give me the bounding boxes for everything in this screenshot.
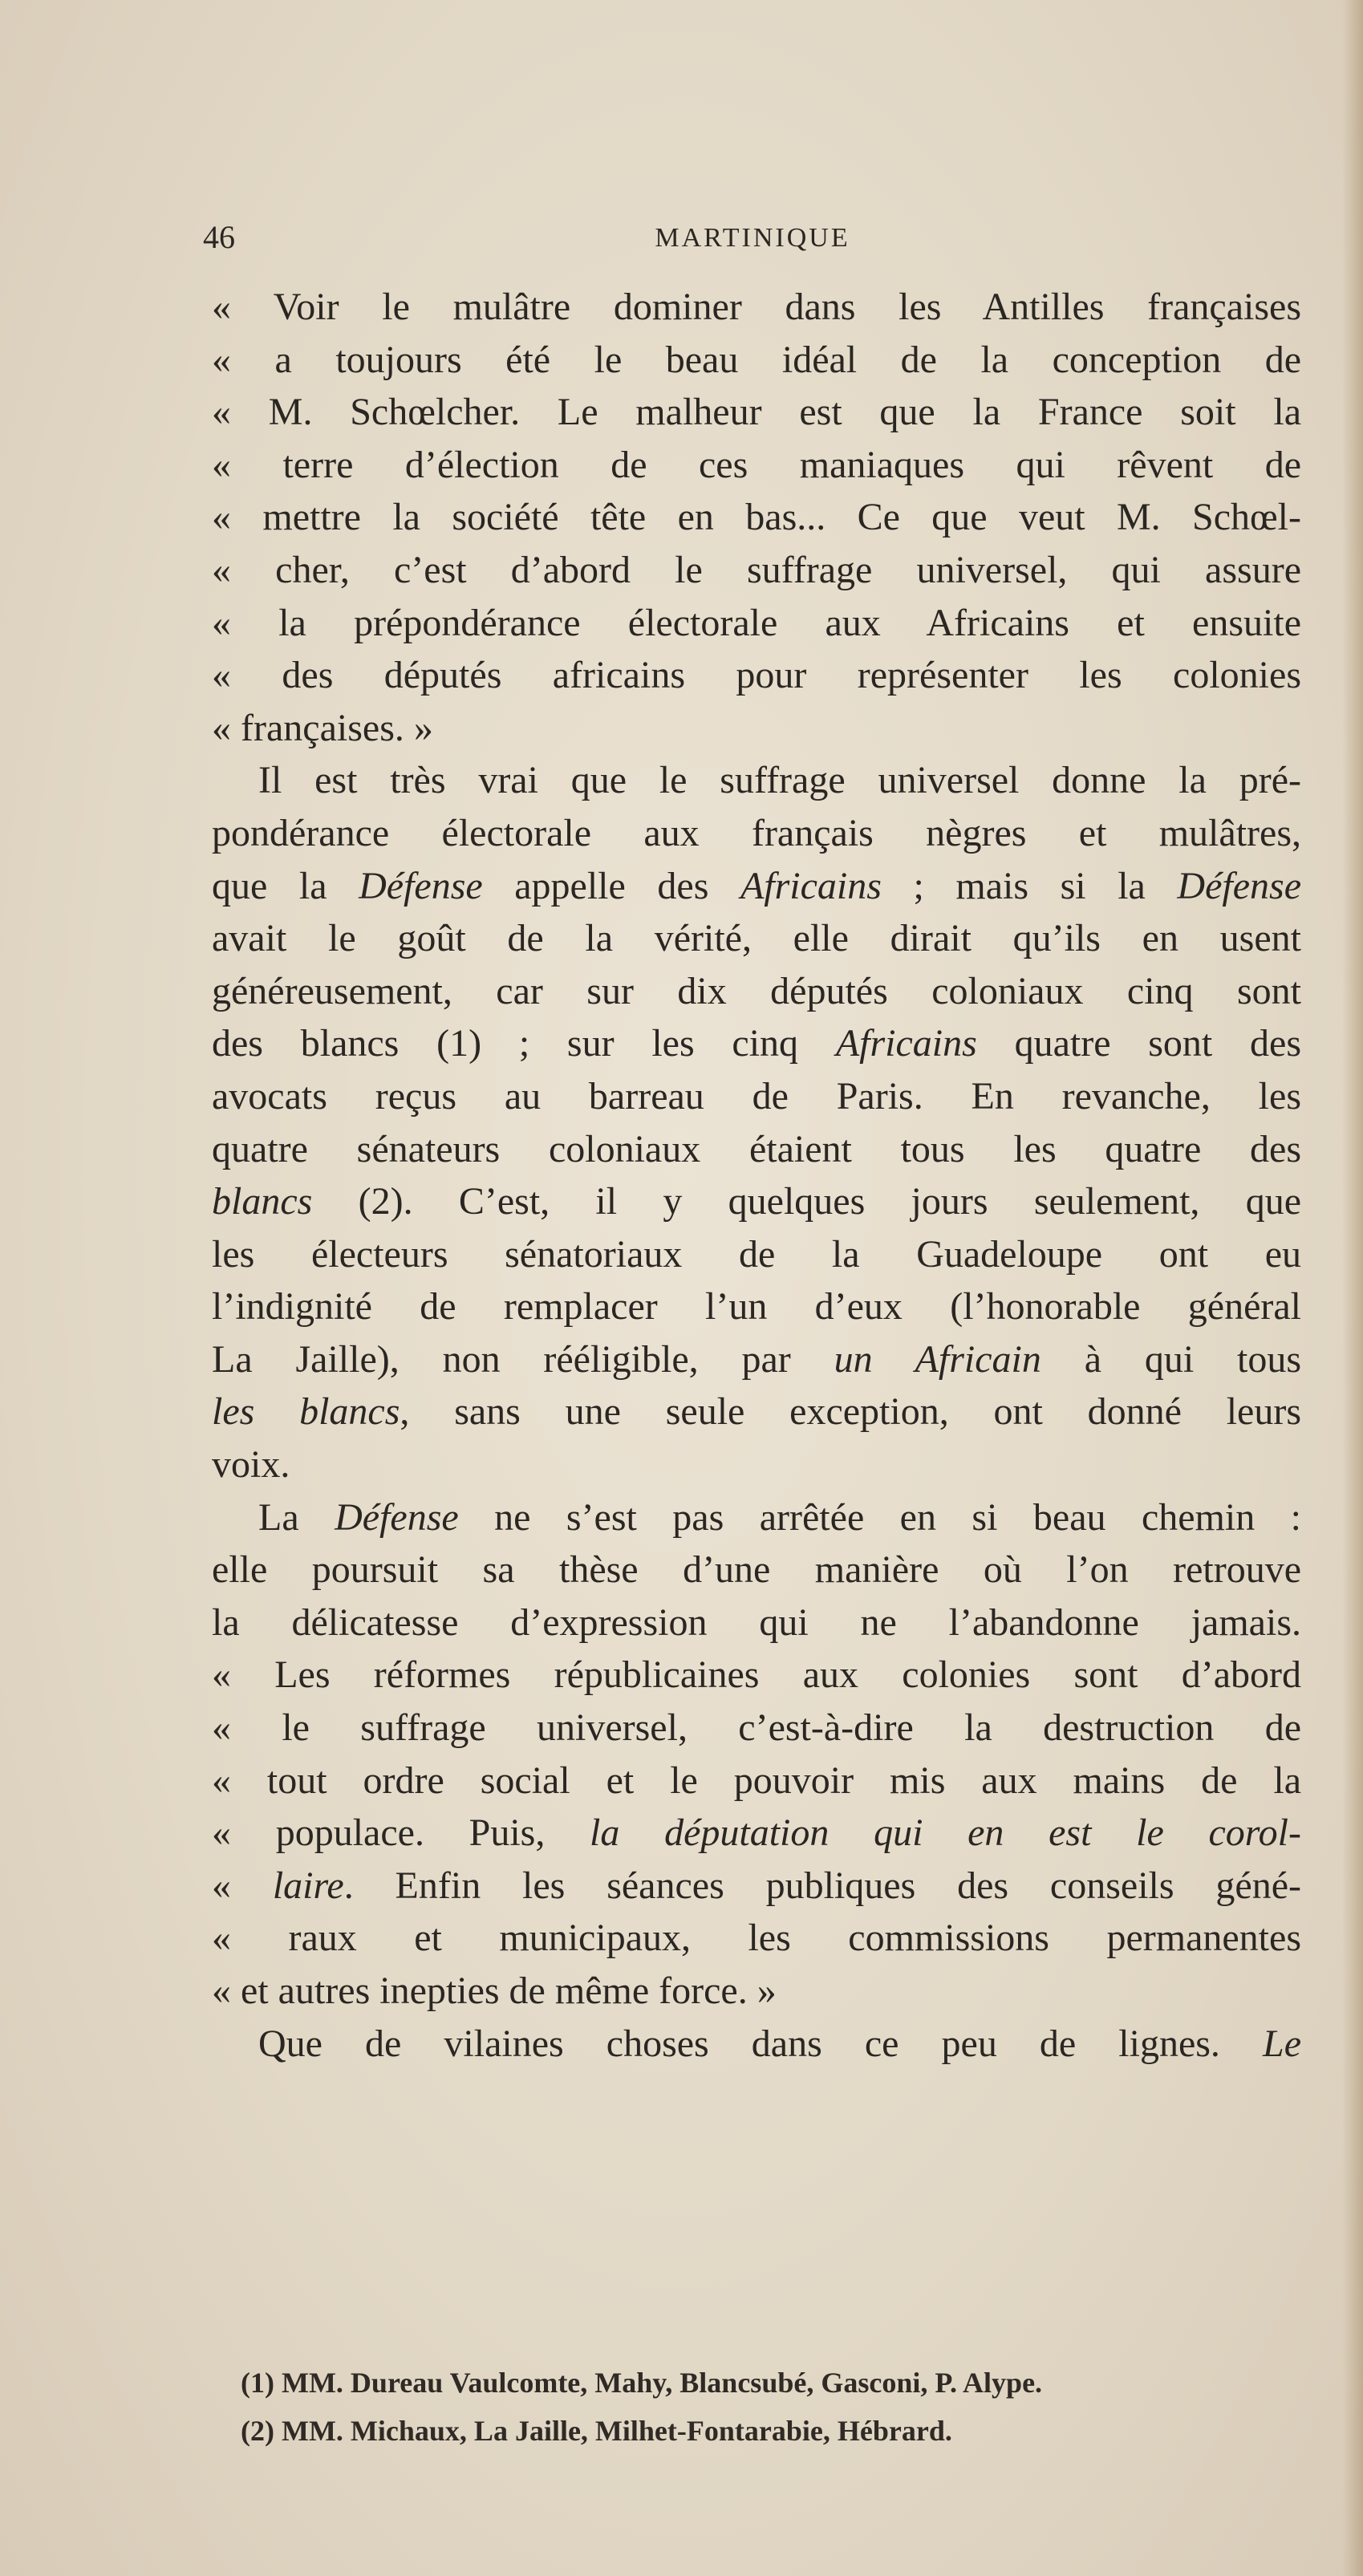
text-line: « tout ordre social et le pouvoir mis aux mains de la [212, 1759, 1301, 1802]
italic-run: blancs [212, 1180, 313, 1223]
footnote-2: (2) MM. Michaux, La Jaille, Milhet-Fontarabie, Hébrard. [241, 2415, 952, 2447]
text-line: « a toujours été le beau idéal de la conception de [212, 338, 1301, 381]
text-line: Il est très vrai que le suffrage universel donne la pré- [258, 759, 1301, 802]
italic-run: Défense [1177, 864, 1301, 907]
italic-run: Défense [335, 1495, 459, 1539]
text-line: « et autres inepties de même force. » [212, 1970, 777, 2012]
text-run: ne s’est pas arrêtée en si beau chemin : [458, 1495, 1302, 1539]
body-text [212, 281, 1301, 2070]
text-line: « des députés africains pour représenter les colonies [212, 654, 1301, 697]
text-line [212, 2018, 1301, 2071]
text-run: appelle des [482, 864, 740, 907]
text-line: avocats reçus au barreau de Paris. En revanche, les [212, 1074, 1301, 1118]
text-line [212, 1491, 1301, 1544]
italic-run: les blancs [212, 1390, 400, 1434]
italic-run: Africains [835, 1022, 977, 1065]
text-line: « Les réformes républicaines aux colonies sont d’abord [212, 1653, 1301, 1697]
text-line [212, 1807, 1301, 1860]
text-line [212, 1017, 1301, 1070]
text-line: « Voir le mulâtre dominer dans les Antilles françaises [212, 286, 1301, 328]
text-run: « populace. Puis, [212, 1811, 590, 1855]
text-line [212, 860, 1301, 913]
page-number: 46 [203, 219, 235, 255]
page-edge-shadow [1342, 0, 1363, 2576]
text-line: « la prépondérance électorale aux Africains et ensuite [212, 601, 1301, 644]
text-line: la délicatesse d’expression qui ne l’abandonne jamais. [212, 1600, 1301, 1644]
text-run: , sans une seule exception, ont donné leurs [400, 1390, 1302, 1434]
text-line: « le suffrage universel, c’est-à-dire la destruction de [212, 1706, 1301, 1750]
text-run: La [258, 1495, 335, 1539]
text-line: pondérance électorale aux français nègres et mulâtres, [212, 811, 1301, 854]
text-line: « M. Schœlcher. Le malheur est que la France soit la [212, 391, 1301, 434]
text-line: « cher, c’est d’abord le suffrage universel, qui assure [212, 548, 1301, 591]
text-line [212, 1333, 1301, 1386]
text-line: l’indignité de remplacer l’un d’eux (l’honorable général [212, 1285, 1301, 1329]
text-run: Que de vilaines choses dans ce peu de lignes. [258, 2022, 1263, 2065]
text-run: (2). C’est, il y quelques jours seulement, que [312, 1180, 1301, 1223]
text-line [212, 1175, 1301, 1228]
text-line [212, 1385, 1301, 1438]
page-header [203, 218, 1302, 258]
italic-run: la députation qui en est le corol- [590, 1811, 1301, 1855]
text-run: « [212, 1864, 273, 1907]
text-line: avait le goût de la vérité, elle dirait qu’ils en usent [212, 917, 1301, 960]
text-line: elle poursuit sa thèse d’une manière où l’on retrouve [212, 1548, 1301, 1592]
text-line: quatre sénateurs coloniaux étaient tous les quatre des [212, 1127, 1301, 1170]
text-line: « mettre la société tête en bas... Ce que veut M. Schœl- [212, 496, 1301, 539]
text-line [212, 1860, 1301, 1913]
text-run: quatre sont des [976, 1022, 1301, 1065]
italic-run: laire [272, 1864, 344, 1907]
text-line: voix. [212, 1443, 290, 1487]
italic-run: Le [1263, 2022, 1301, 2065]
text-run: que la [212, 864, 359, 907]
text-run: . Enfin les séances publiques des conseils géné- [343, 1864, 1301, 1907]
text-run: La Jaille), non rééligible, par [212, 1337, 834, 1381]
running-title: MARTINIQUE [655, 223, 850, 253]
italic-run: Défense [359, 864, 483, 907]
text-line: « raux et municipaux, les commissions permanentes [212, 1917, 1301, 1960]
footnote-1: (1) MM. Dureau Vaulcomte, Mahy, Blancsubé, Gasconi, P. Alype. [241, 2367, 1043, 2399]
text-run: ; mais si la [881, 864, 1178, 907]
italic-run: un Africain [834, 1337, 1041, 1381]
text-run: des blancs (1) ; sur les cinq [212, 1022, 836, 1065]
text-run: à qui tous [1041, 1337, 1301, 1381]
text-line: les électeurs sénatoriaux de la Guadeloupe ont eu [212, 1232, 1301, 1276]
text-line: généreusement, car sur dix députés coloniaux cinq sont [212, 969, 1301, 1012]
italic-run: Africains [740, 864, 882, 907]
text-line: « terre d’élection de ces maniaques qui rêvent de [212, 443, 1301, 486]
footnotes [241, 2359, 1301, 2455]
text-line: « françaises. » [212, 706, 433, 749]
